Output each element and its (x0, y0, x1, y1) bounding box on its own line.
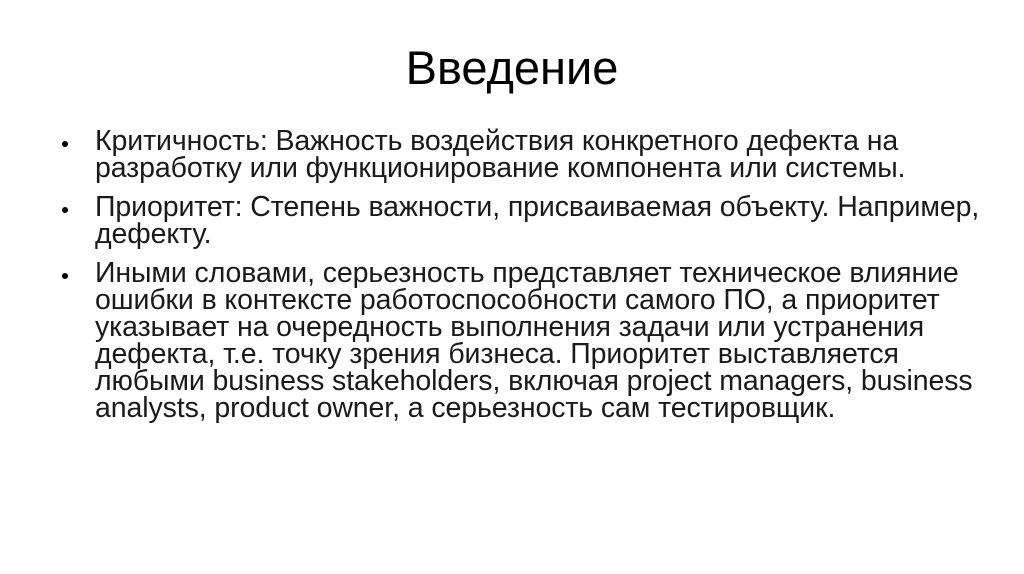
bullet-text: Критичность: Важность воздействия конкретного дефекта на разработку или функционирование компонента или системы. (95, 125, 906, 184)
bullet-dot-icon (62, 141, 68, 147)
bullet-text: Иными словами, серьезность представляет техническое влияние ошибки в контексте работоспособности самого ПО, а приоритет указывает на очередность выполнения задачи или устранения дефекта, т.е. точку зрения бизнеса. Приоритет выставляется любыми business stakeholders, включая project managers, business analysts, product owner, а серьезность сам тестировщик. (95, 257, 973, 424)
bullet-item-summary (62, 257, 982, 424)
bullet-dot-icon (62, 273, 68, 279)
bullet-item-priority (62, 191, 982, 250)
bullet-item-criticality (62, 125, 982, 184)
bullet-text: Приоритет: Степень важности, присваиваемая объекту. Например, дефекту. (95, 191, 980, 250)
bullet-dot-icon (62, 207, 68, 213)
bullet-list (62, 125, 982, 434)
slide-title: Введение (405, 41, 619, 94)
